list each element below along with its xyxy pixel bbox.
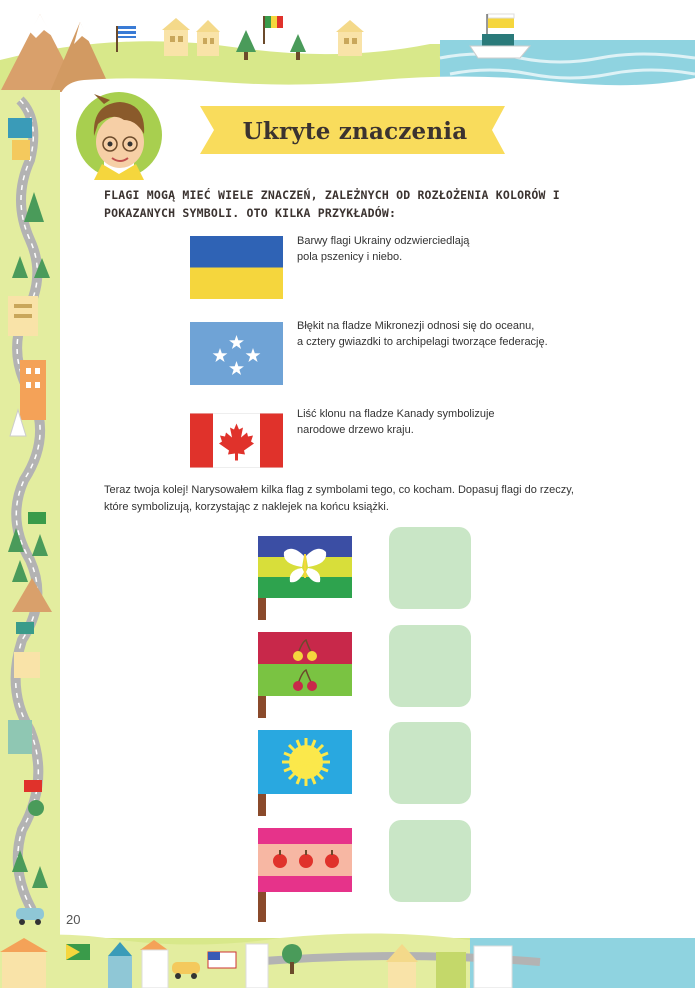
page-title: Ukryte znaczenia bbox=[242, 117, 468, 145]
boy-avatar bbox=[74, 90, 164, 180]
butterfly-flag-icon bbox=[258, 536, 352, 598]
intro-text: FLAGI MOGĄ MIEĆ WIELE ZNACZEŃ, ZALEŻNYCH OD ROZŁOŻENIA KOLORÓW I POKAZANYCH SYMBOLI. OTO KILKA PRZYKŁADÓW: bbox=[104, 188, 560, 220]
cherries-flag-icon bbox=[258, 632, 352, 696]
example-text-micronesia: Błękit na fladze Mikronezji odnosi się do oceanu, a cztery gwiazdki to archipelagi tworzące federację. bbox=[297, 320, 548, 348]
sun-icon bbox=[282, 738, 330, 786]
canada-flag-icon bbox=[190, 409, 283, 472]
sticker-slot[interactable] bbox=[389, 527, 471, 609]
sticker-slot[interactable] bbox=[389, 722, 471, 804]
example-text-canada: Liść klonu na fladze Kanady symbolizuje narodowe drzewo kraju. bbox=[297, 408, 495, 436]
example-text-ukraine: Barwy flagi Ukrainy odzwierciedlają pola pszenicy i niebo. bbox=[297, 235, 470, 263]
apples-flag-icon bbox=[258, 828, 352, 892]
sticker-slot[interactable] bbox=[389, 625, 471, 707]
page-number: 20 bbox=[66, 912, 81, 927]
sticker-slot[interactable] bbox=[389, 820, 471, 902]
micronesia-flag-icon bbox=[190, 322, 283, 385]
sun-flag-icon bbox=[258, 730, 352, 794]
ukraine-flag-icon bbox=[190, 236, 283, 299]
instruction-text: Teraz twoja kolej! Narysowałem kilka flag z symbolami tego, co kocham. Dopasuj flagi do rzeczy, które symbolizują, korzystając z naklejek na końcu książki. bbox=[104, 484, 574, 513]
